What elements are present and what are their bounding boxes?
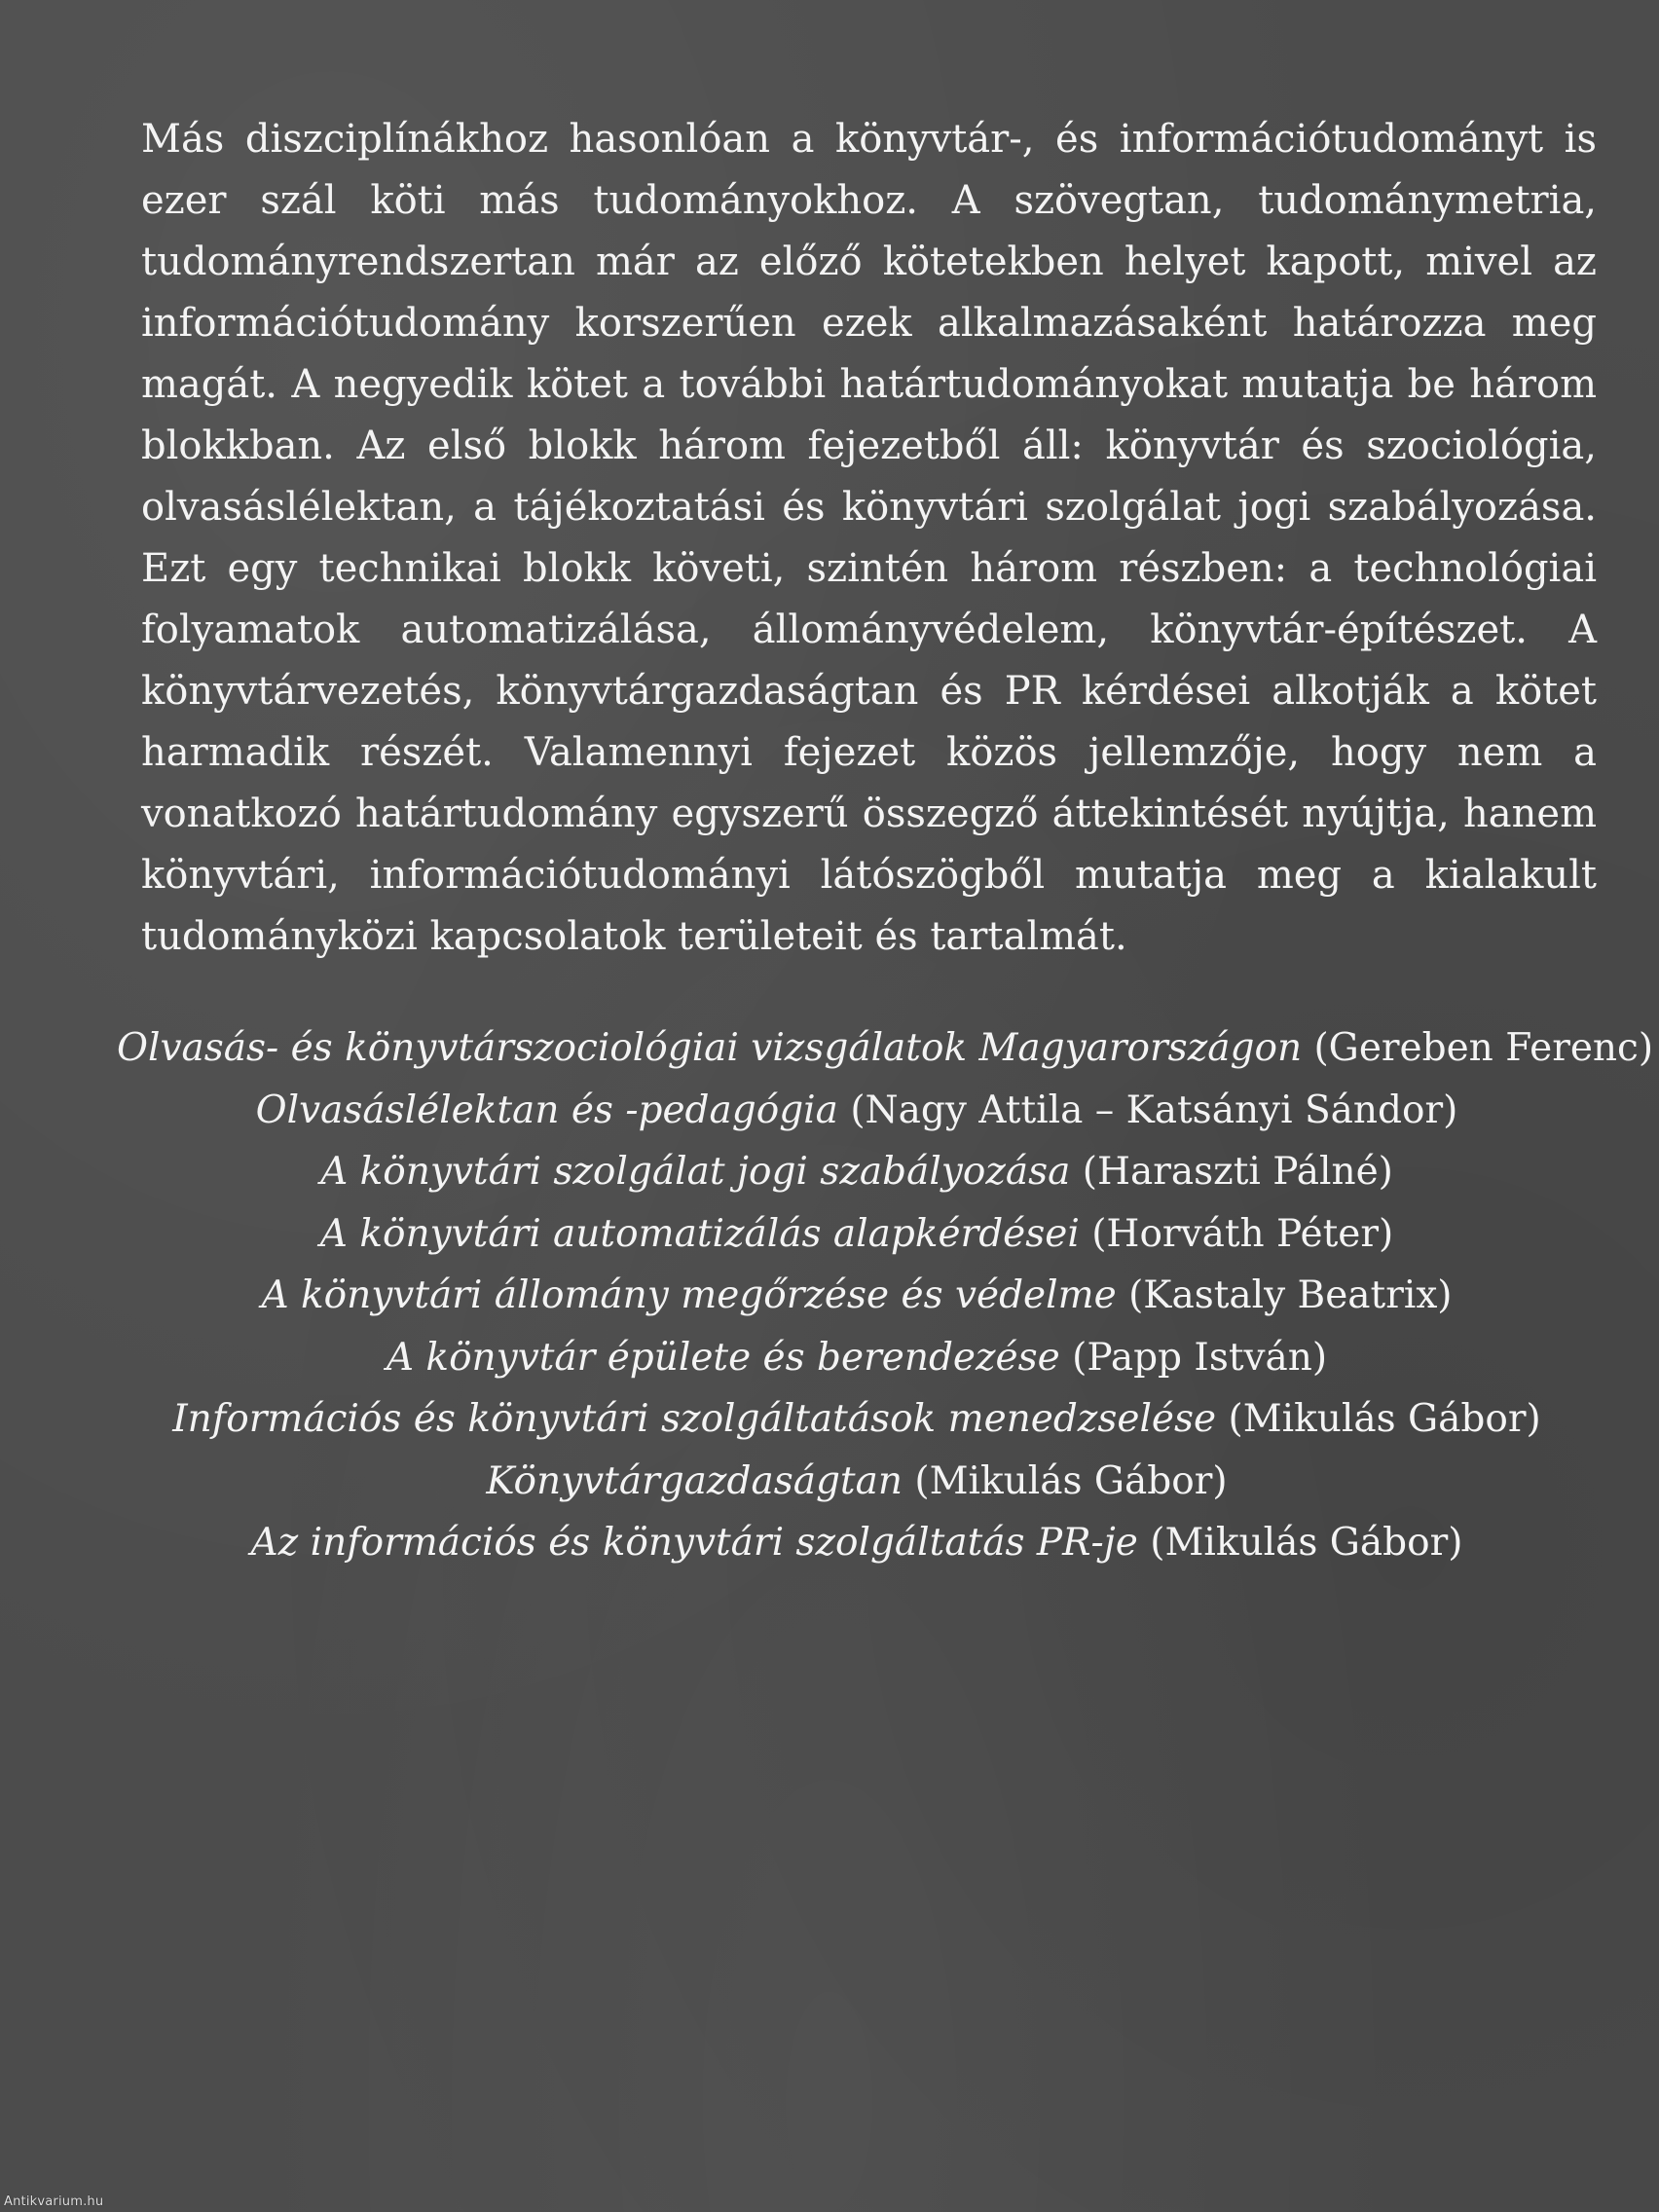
contents-item	[117, 1203, 1597, 1266]
contents-item-title: A könyvtári szolgálat jogi szabályozása	[320, 1150, 1071, 1194]
contents-item	[117, 1017, 1654, 1080]
contents-item	[117, 1388, 1597, 1451]
contents-item-title: Információs és könyvtári szolgáltatások menedzselése	[172, 1397, 1217, 1441]
contents-item-author: (Mikulás Gábor)	[914, 1458, 1228, 1503]
contents-item-author: (Papp István)	[1072, 1335, 1328, 1380]
contents-item	[117, 1327, 1597, 1389]
contents-item-title: A könyvtári állomány megőrzése és védelme	[261, 1273, 1117, 1317]
contents-item-title: Az információs és könyvtári szolgáltatás PR-je	[250, 1521, 1138, 1565]
contents-item	[117, 1451, 1597, 1513]
contents-item-author: (Horváth Péter)	[1091, 1211, 1394, 1256]
watermark-text: Antikvarium.hu	[4, 2194, 104, 2209]
contents-item-title: A könyvtári automatizálás alapkérdései	[319, 1211, 1080, 1256]
contents-item-author: (Haraszti Pálné)	[1082, 1150, 1393, 1194]
contents-item-author: (Nagy Attila – Katsányi Sándor)	[850, 1088, 1458, 1132]
contents-item-author: (Mikulás Gábor)	[1150, 1521, 1463, 1565]
contents-list	[117, 1017, 1654, 1574]
contents-item-author: (Kastaly Beatrix)	[1128, 1273, 1453, 1317]
contents-item	[117, 1512, 1597, 1574]
contents-item	[117, 1080, 1597, 1142]
contents-item-title: A könyvtár épülete és berendezése	[386, 1335, 1060, 1380]
contents-item	[117, 1265, 1597, 1327]
contents-item-author: (Gereben Ferenc)	[1313, 1026, 1654, 1070]
contents-item	[117, 1141, 1597, 1203]
contents-item-author: (Mikulás Gábor)	[1228, 1397, 1541, 1441]
contents-item-title: Olvasás- és könyvtárszociológiai vizsgálatok Magyarországon	[117, 1026, 1303, 1070]
blurb-paragraph: Más diszciplínákhoz hasonlóan a könyvtár-, és információtudományt is ezer szál köti más tudományokhoz. A szövegtan, tudománymetria, tudományrendszertan már az előző kötetekben helyet kapott, mivel az információtudomány korszerűen ezek alkalmazásaként határozza meg magát. A negyedik kötet a további határtudományokat mutatja be három blokkban. Az első blokk három fejezetből áll: könyvtár és szociológia, olvasáslélektan, a tájékoztatási és könyvtári szolgálat jogi szabályozása. Ezt egy technikai blokk követi, szintén három részben: a technológiai folyamatok automatizálása, állományvédelem, könyvtár-építészet. A könyvtárvezetés, könyvtárgazdaságtan és PR kérdései alkotják a kötet harmadik részét. Valamennyi fejezet közös jellemzője, hogy nem a vonatkozó határtudomány egyszerű összegző áttekintését nyújtja, hanem könyvtári, információtudományi látószögből mutatja meg a kialakult tudományközi kapcsolatok területeit és tartalmát.	[141, 117, 1597, 959]
contents-item-title: Könyvtárgazdaságtan	[486, 1458, 903, 1503]
contents-item-title: Olvasáslélektan és -pedagógia	[255, 1088, 838, 1132]
